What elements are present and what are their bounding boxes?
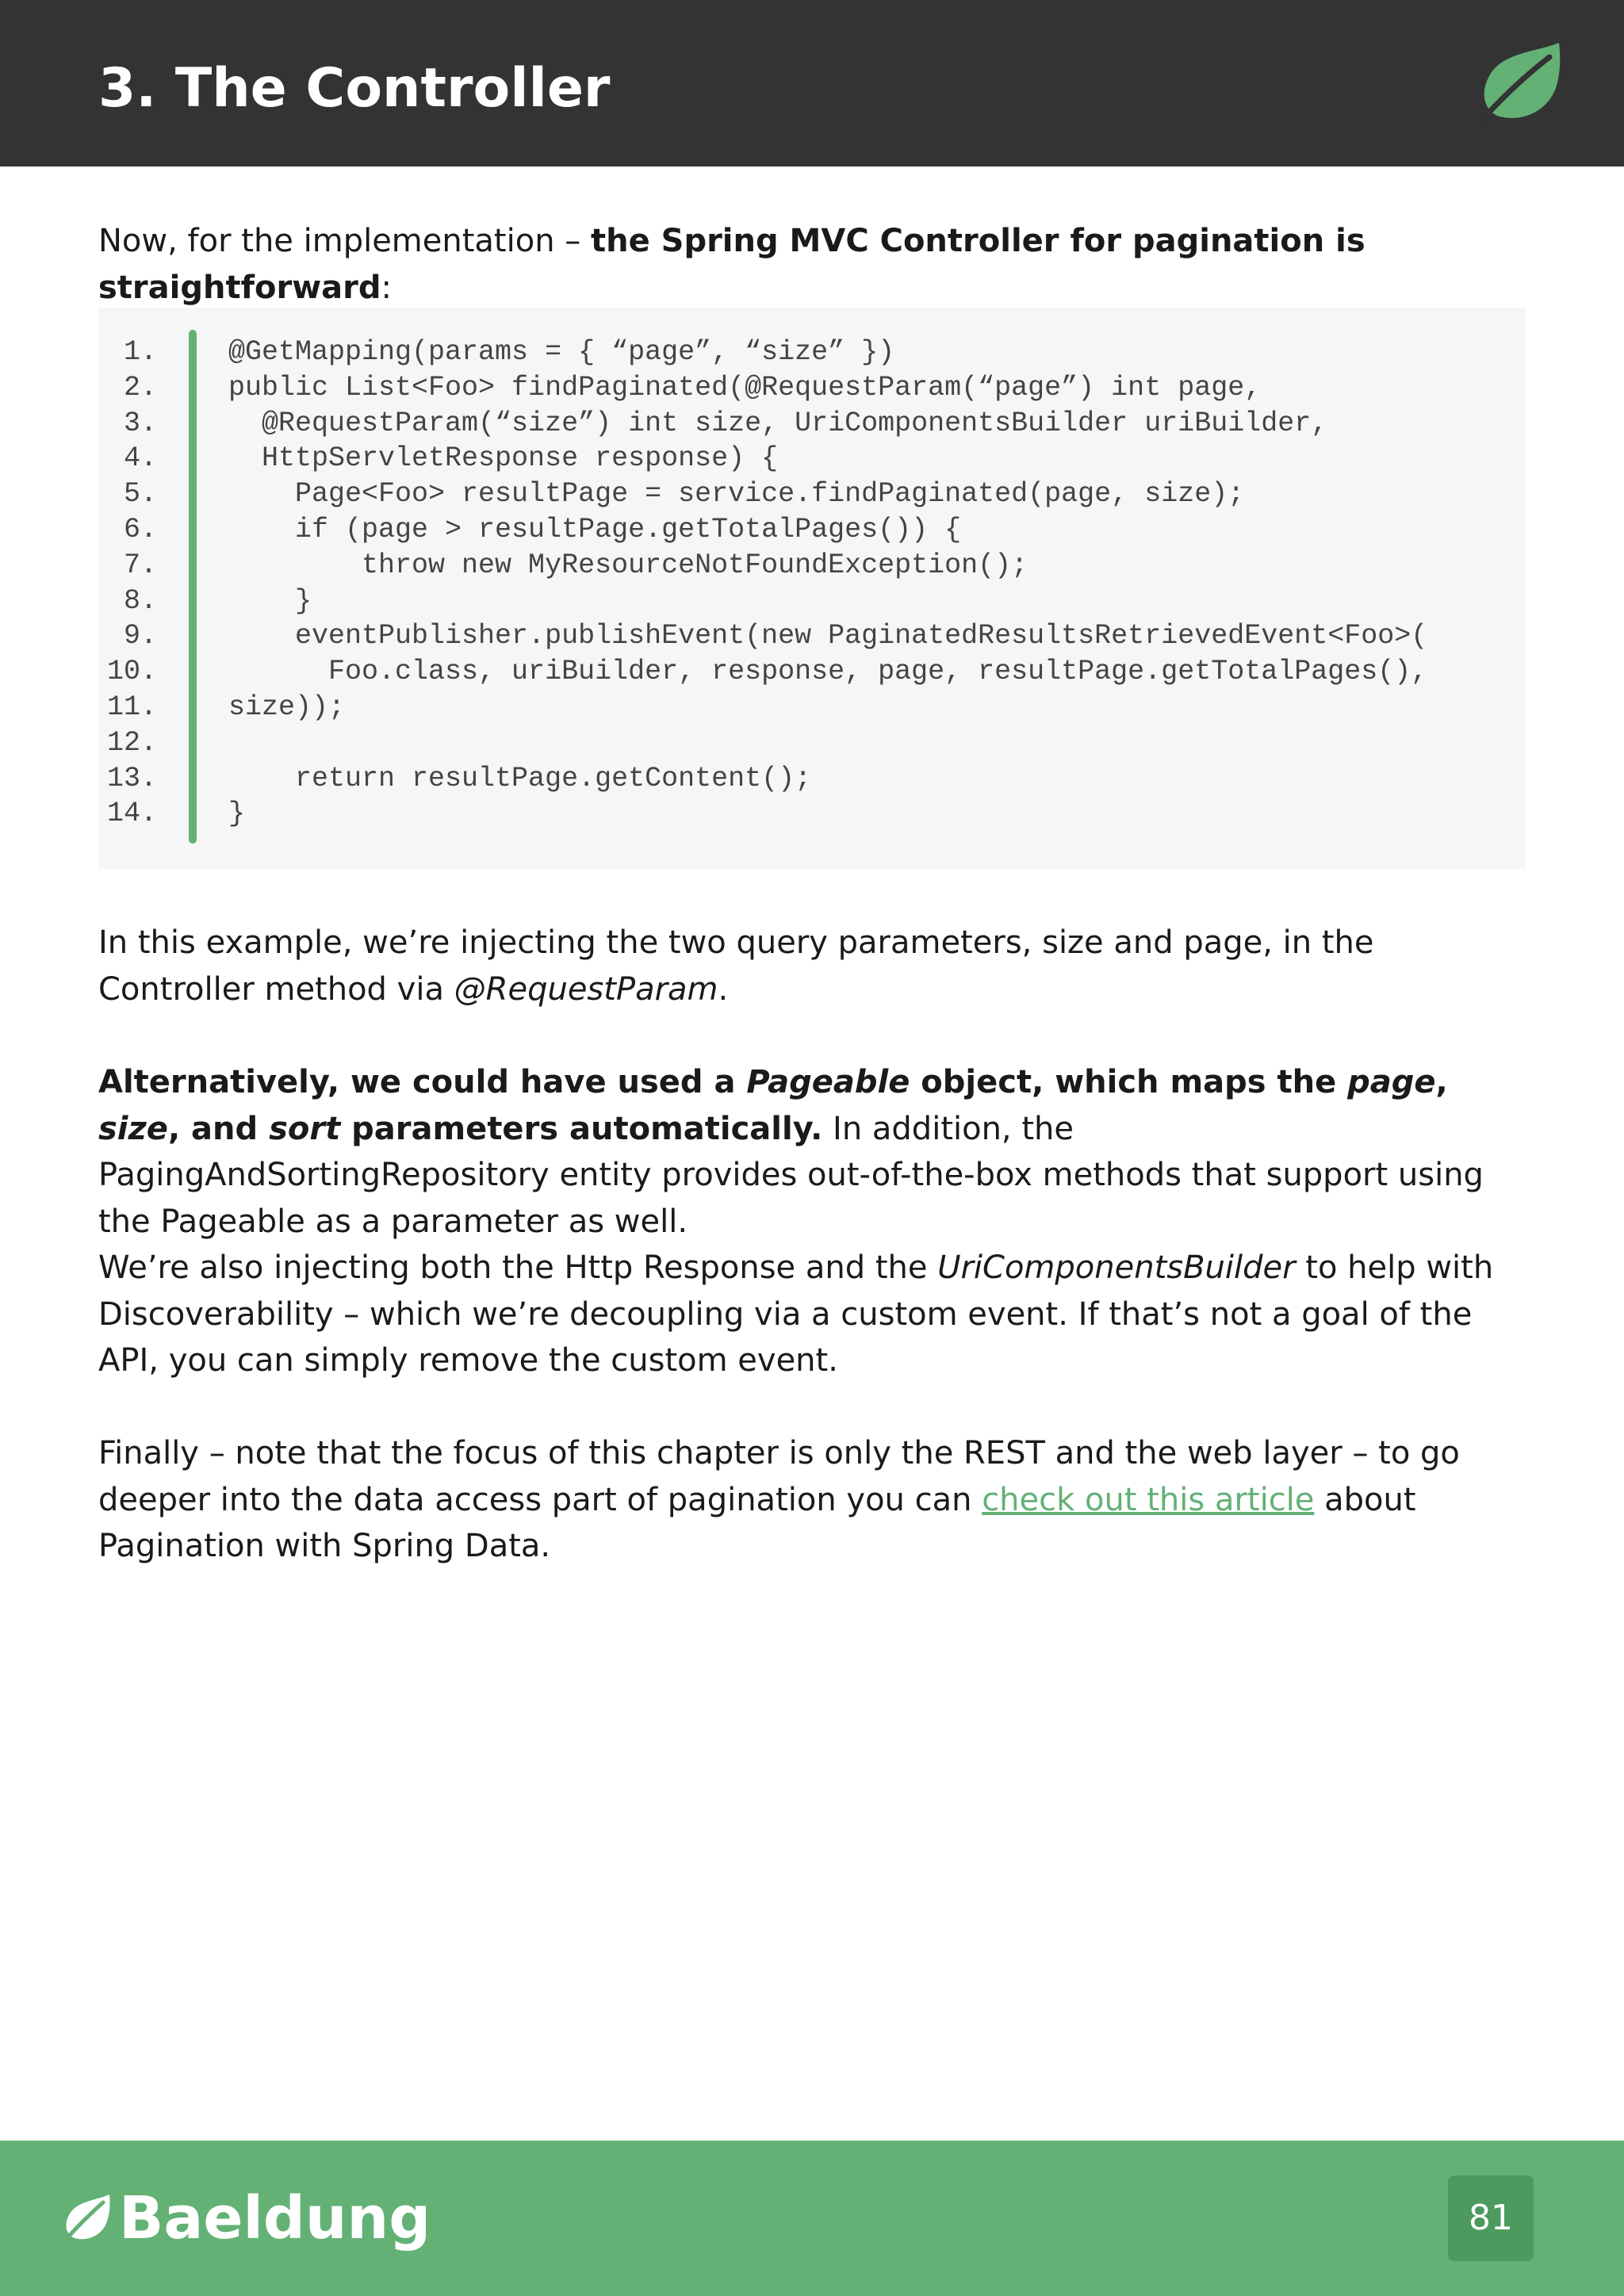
code-text: @RequestParam(“size”) int size, UriComponentsBuilder uriBuilder, [228,407,1328,439]
line-number: 3. [123,407,157,439]
line-number: 1. [123,336,157,368]
code-line [98,725,1526,761]
code-text: return resultPage.getContent(); [228,762,812,794]
page-header [0,0,1624,166]
line-number: 10. [106,656,157,688]
line-number: 2. [123,371,157,404]
line-number: 14. [106,798,157,830]
paragraph-discoverability: We’re also injecting both the Http Response and the UriComponentsBuilder to help with Discoverability – which we’re decoupling via a custom event. If that’s not a goal of the API, you can simply remove the custom event. [98,1249,1494,1379]
page-title: 3. The Controller [98,57,611,120]
paragraph-finally: Finally – note that the focus of this chapter is only the REST and the web layer – to go deeper into the data access part of pagination you can check out this article about Pagination with Spring Data. [98,1435,1460,1564]
code-line [98,512,1526,548]
code-line [98,476,1526,512]
brand-name: Baeldung [119,2184,431,2252]
paragraph-pageable: Alternatively, we could have used a Pageable object, which maps the page, size, and sort parameters automatically. In addition, the PagingAndSortingRepository entity provides out-of-the-box methods that support using the Pageable as a parameter as well. [98,1064,1484,1240]
line-number: 7. [123,549,157,581]
code-text: } [228,584,312,617]
line-number: 11. [106,691,157,723]
code-text: Page<Foo> resultPage = service.findPaginated(page, size); [228,478,1245,511]
code-line [98,761,1526,797]
leaf-icon [1477,41,1565,124]
code-lines [98,335,1526,832]
line-number: 6. [123,513,157,545]
page-number: 81 [1448,2175,1534,2261]
code-text: throw new MyResourceNotFoundException(); [228,549,1028,581]
code-block [98,308,1526,869]
line-number: 9. [123,620,157,652]
code-line [98,690,1526,725]
code-line [98,370,1526,406]
code-line [98,548,1526,584]
code-line [98,618,1526,654]
line-number: 4. [123,442,157,475]
code-text: @GetMapping(params = { “page”, “size” }) [228,336,895,368]
code-line [98,654,1526,690]
code-text: public List<Foo> findPaginated(@RequestParam(“page”) int page, [228,371,1262,404]
page-footer [0,2141,1624,2296]
code-line [98,335,1526,370]
code-text: Foo.class, uriBuilder, response, page, resultPage.getTotalPages(), [228,656,1428,688]
intro-paragraph: Now, for the implementation – the Spring MVC Controller for pagination is straightforward: [98,223,1365,306]
line-number: 13. [106,762,157,794]
code-text: if (page > resultPage.getTotalPages()) { [228,513,962,545]
code-text: } [228,798,246,830]
leaf-icon [62,2193,113,2244]
line-number: 12. [106,726,157,759]
code-text: eventPublisher.publishEvent(new PaginatedResultsRetrievedEvent<Foo>( [228,620,1428,652]
paragraph-request-param: In this example, we’re injecting the two query parameters, size and page, in the Controller method via @RequestParam. [98,924,1374,1008]
article-link[interactable]: check out this article [982,1481,1315,1518]
line-number: 5. [123,478,157,511]
code-line [98,441,1526,476]
code-text: size)); [228,691,346,723]
line-number: 8. [123,584,157,617]
code-line [98,584,1526,619]
code-text: HttpServletResponse response) { [228,442,779,475]
code-line [98,796,1526,832]
code-line [98,406,1526,442]
